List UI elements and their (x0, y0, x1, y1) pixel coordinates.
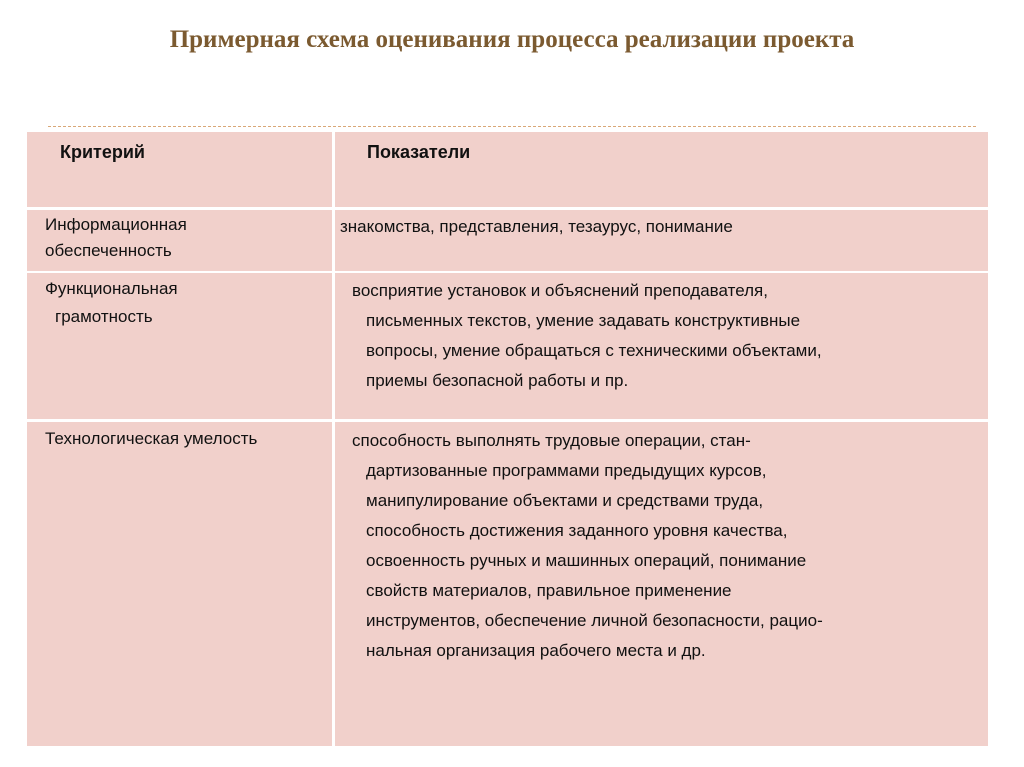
row-2-indicators (335, 273, 988, 419)
criterion-line: грамотность (55, 307, 153, 326)
divider (48, 126, 976, 127)
indicator-line: восприятие установок и объяснений преподавателя, (352, 281, 768, 300)
indicator-line: инструментов, обеспечение личной безопасности, рацио- (366, 611, 823, 630)
row-1-criterion (27, 210, 332, 271)
indicator-line: письменных текстов, умение задавать конструктивные (366, 311, 801, 330)
criterion-line: обеспеченность (45, 241, 172, 260)
indicator-line: способность выполнять трудовые операции, стан- (352, 431, 751, 450)
criterion-line: Функциональная (45, 279, 178, 298)
indicator-line: нальная организация рабочего места и др. (366, 641, 706, 660)
row-3-indicators (335, 422, 988, 746)
header-indicators: Показатели (335, 132, 988, 207)
row-3-criterion (27, 422, 332, 746)
indicator-line: вопросы, умение обращаться с техническими объектами, (366, 341, 822, 360)
row-1-indicators (335, 210, 988, 271)
criterion-line: Технологическая умелость (45, 429, 258, 448)
indicator-line: освоенность ручных и машинных операций, понимание (366, 551, 807, 570)
header-criterion: Критерий (27, 132, 332, 207)
indicator-line: способность достижения заданного уровня качества, (366, 521, 788, 540)
slide-title: Примерная схема оценивания процесса реализации проекта (169, 26, 855, 53)
criterion-line: Информационная (45, 215, 187, 234)
indicator-line: знакомства, представления, тезаурус, понимание (340, 217, 733, 236)
row-2-criterion (27, 273, 332, 419)
indicator-line: приемы безопасной работы и пр. (366, 371, 629, 390)
indicator-line: манипулирование объектами и средствами труда, (366, 491, 764, 510)
indicator-line: свойств материалов, правильное применение (366, 581, 732, 600)
indicator-line: дартизованные программами предыдущих курсов, (366, 461, 767, 480)
